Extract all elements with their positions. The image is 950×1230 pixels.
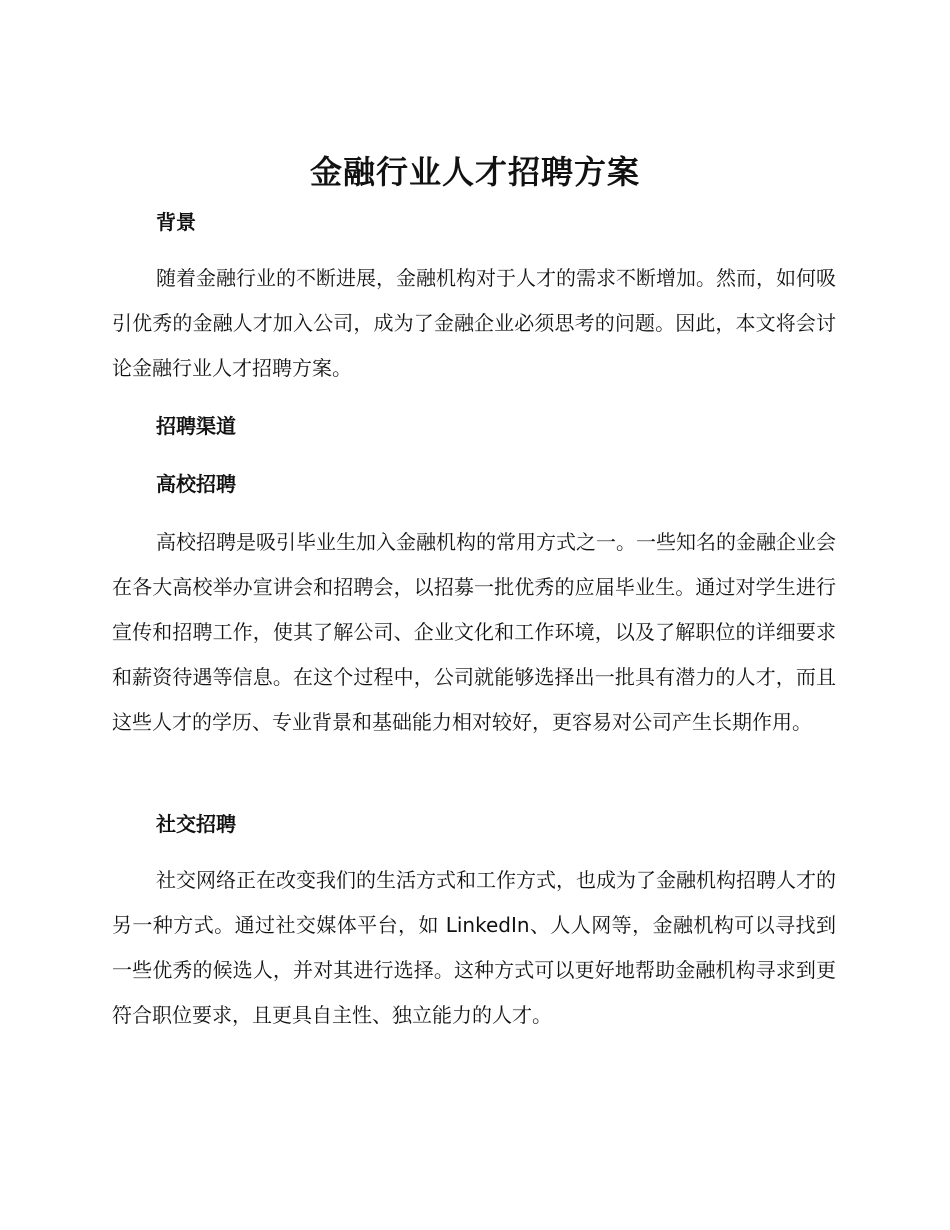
section-heading-social-recruitment: 社交招聘 [156,812,236,836]
paragraph-background: 随着金融行业的不断进展，金融机构对于人才的需求不断增加。然而，如何吸引优秀的金融人才加入公司，成为了金融企业必须思考的问题。因此，本文将会讨论金融行业人才招聘方案。 [112,266,836,380]
section-heading-campus-recruitment: 高校招聘 [156,472,236,496]
section-heading-recruitment-channels: 招聘渠道 [156,414,236,438]
section-heading-background: 背景 [156,210,196,234]
document-title: 金融行业人才招聘方案 [309,153,640,191]
paragraph-campus-recruitment: 高校招聘是吸引毕业生加入金融机构的常用方式之一。一些知名的金融企业会在各大高校举办宣讲会和招聘会，以招募一批优秀的应届毕业生。通过对学生进行宣传和招聘工作，使其了解公司、企业文化和工作环境，以及了解职位的详细要求和薪资待遇等信息。在这个过程中，公司就能够选择出一批具有潜力的人才，而且这些人才的学历、专业背景和基础能力相对较好，更容易对公司产生长期作用。 [112,530,836,734]
paragraph-social-recruitment: 社交网络正在改变我们的生活方式和工作方式，也成为了金融机构招聘人才的另一种方式。通过社交媒体平台，如 LinkedIn、人人网等，金融机构可以寻找到一些优秀的候选人，并对其进行选择。这种方式可以更好地帮助金融机构寻求到更符合职位要求，且更具自主性、独立能力的人才。 [112,868,836,1027]
